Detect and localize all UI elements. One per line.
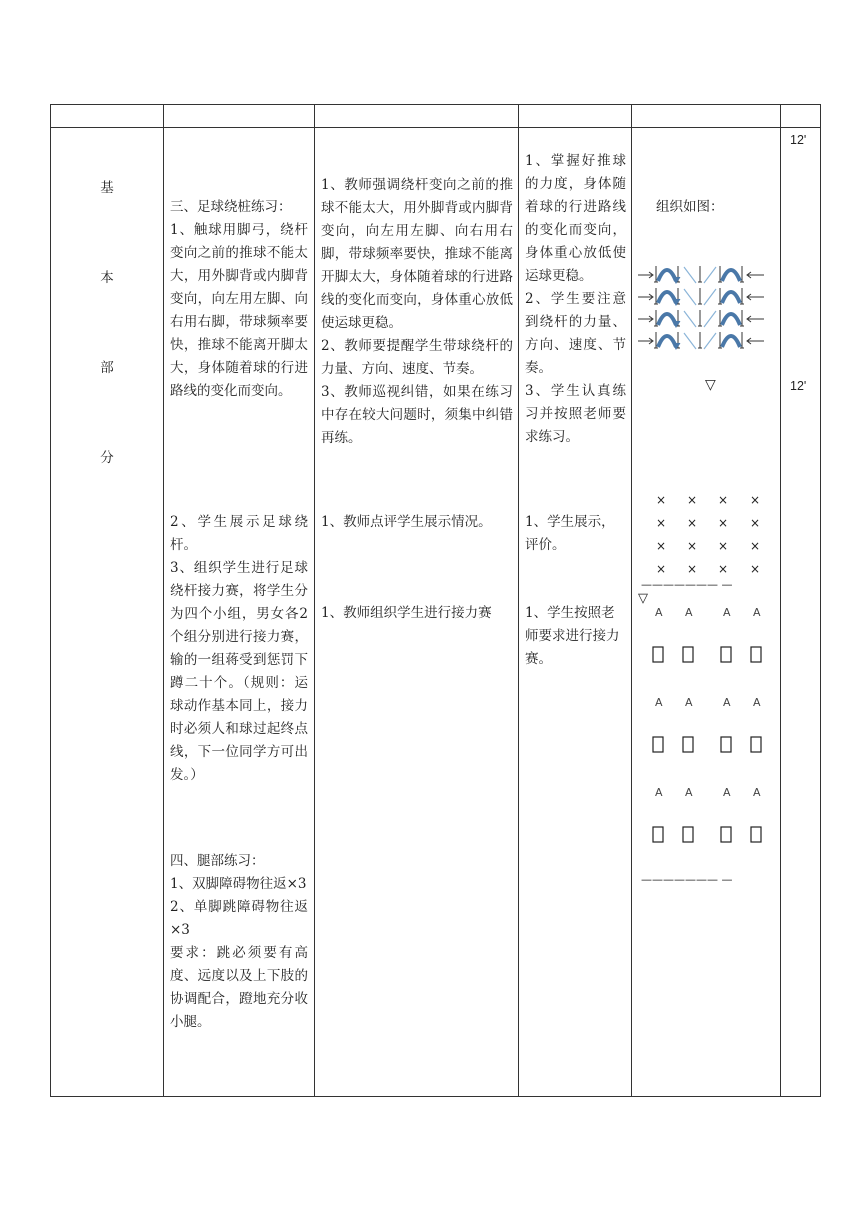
student-a-mark: A (723, 786, 731, 799)
student-cross-mark: × (687, 562, 698, 576)
student-cross-mark: × (656, 562, 667, 576)
curve-arrow-icon (658, 292, 676, 303)
formation-triangle: ▽ (638, 591, 648, 606)
student-a-mark: A (655, 696, 663, 709)
col-divider-3 (518, 104, 519, 1097)
teacher-organize-relay: 1、教师组织学生进行接力赛 (321, 605, 492, 621)
drill-row (638, 288, 764, 305)
curve-arrow-icon (722, 314, 740, 325)
curve-arrow-icon (658, 336, 676, 347)
cone-box-icon (751, 737, 761, 752)
organization-label: 组织如图： (656, 199, 724, 215)
student-a-mark: A (655, 606, 663, 619)
teacher-guidance: 1、教师强调绕杆变向之前的推球不能太大，用外脚背或内脚背变向，向左用左脚、向右用右脚，带球频率要快，推球不能离开脚太大，身体随着球的行进路线的变化而变向，身体重心放低使运球更稳。 2、教师要提醒学生带球绕杆的力量、方向、速度、节奏。 3、教师巡视纠错，如果在练习中存在较大问题时，须集中纠错再练。 (321, 177, 513, 446)
curve-arrow-icon (722, 292, 740, 303)
student-a-mark: A (655, 786, 663, 799)
student-a-mark: A (723, 696, 731, 709)
student-cross-mark: × (750, 516, 761, 530)
cone-box-icon (751, 827, 761, 842)
cone-box-icon (721, 647, 731, 662)
header-row-divider (50, 127, 821, 128)
student-a-mark: A (685, 696, 693, 709)
teacher-triangle: ▽ (705, 377, 716, 392)
cone-box-icon (683, 647, 693, 662)
student-cross-mark: × (656, 539, 667, 553)
student-cross-mark: × (656, 516, 667, 530)
table-bottom-border (50, 1096, 821, 1097)
teacher-review: 1、教师点评学生展示情况。 (321, 514, 492, 530)
student-a-mark: A (723, 606, 731, 619)
student-cross-mark: × (687, 516, 698, 530)
student-cross-mark: × (718, 516, 729, 530)
curve-arrow-icon (722, 336, 740, 347)
student-a-mark: A (685, 786, 693, 799)
col-divider-4 (631, 104, 632, 1097)
student-cross-mark: × (750, 539, 761, 553)
cone-box-icon (751, 647, 761, 662)
drill-row (638, 310, 764, 327)
student-demo: 1、学生展示，评价。 (525, 514, 615, 553)
cone-box-icon (721, 827, 731, 842)
student-cross-mark: × (750, 493, 761, 507)
student-a-mark: A (685, 606, 693, 619)
cone-box-icon (653, 647, 663, 662)
table-left-border (50, 104, 51, 1097)
dash-line-bottom: ——————— — (641, 873, 733, 886)
col-divider-2 (314, 104, 315, 1097)
student-cross-mark: × (750, 562, 761, 576)
formation-diagram (636, 488, 776, 888)
col-divider-1 (163, 104, 164, 1097)
student-a-mark: A (753, 696, 761, 709)
table-right-border (820, 104, 821, 1097)
content-relay: 2、学生展示足球绕杆。 3、组织学生进行足球绕杆接力赛，将学生分为四个小组，男女各2个组分别进行接力赛，输的一组蒋受到惩罚下蹲二十个。（规则：运球动作基本同上，接力时必须人和球过起终点线，下一位同学方可出发。） (170, 514, 308, 783)
section-char-2: 本 (100, 270, 114, 286)
dribbling-diagram (636, 262, 770, 392)
student-cross-mark: × (656, 493, 667, 507)
cone-box-icon (683, 827, 693, 842)
cone-box-icon (653, 737, 663, 752)
student-cross-mark: × (687, 539, 698, 553)
section-char-3: 部 (100, 360, 114, 376)
drill-row (638, 266, 764, 283)
student-a-mark: A (753, 606, 761, 619)
curve-arrow-icon (658, 314, 676, 325)
student-practice: 1、掌握好推球的力度，身体随着球的行进路线的变化而变向，身体重心放低使运球更稳。 2、学生要注意到绕杆的力量、方向、速度、节奏。 3、学生认真练习并按照老师要求练习。 (525, 153, 626, 445)
content-leg-exercise: 四、腿部练习： 1、双脚障碍物往返×3 2、单脚跳障碍物往返×3 要求：跳必须要有高度、远度以及上下肢的协调配合，蹬地充分收小腿。 (170, 853, 308, 1030)
student-cross-mark: × (687, 493, 698, 507)
student-cross-mark: × (718, 562, 729, 576)
cone-box-icon (683, 737, 693, 752)
time-label-1: 12' (790, 133, 807, 147)
section-char-1: 基 (100, 180, 114, 196)
curve-arrow-icon (722, 270, 740, 281)
student-cross-mark: × (718, 539, 729, 553)
curve-arrow-icon (658, 270, 676, 281)
drill-row (638, 332, 764, 349)
section-char-4: 分 (100, 450, 114, 466)
dash-line-top: ——————— — (641, 578, 733, 591)
cone-box-icon (721, 737, 731, 752)
col-divider-5 (780, 104, 781, 1097)
student-relay: 1、学生按照老师要求进行接力赛。 (525, 605, 620, 667)
student-a-mark: A (753, 786, 761, 799)
time-label-2: 12' (790, 379, 807, 393)
cone-box-icon (653, 827, 663, 842)
student-cross-mark: × (718, 493, 729, 507)
content-football-drill: 三、足球绕桩练习： 1、触球用脚弓，绕杆变向之前的推球不能太大，用外脚背或内脚背变向，向左用左脚、向右用右脚，带球频率要快，推球不能离开脚太大，身体随着球的行进路线的变化而变向。 (170, 199, 308, 399)
table-top-border (50, 104, 821, 105)
